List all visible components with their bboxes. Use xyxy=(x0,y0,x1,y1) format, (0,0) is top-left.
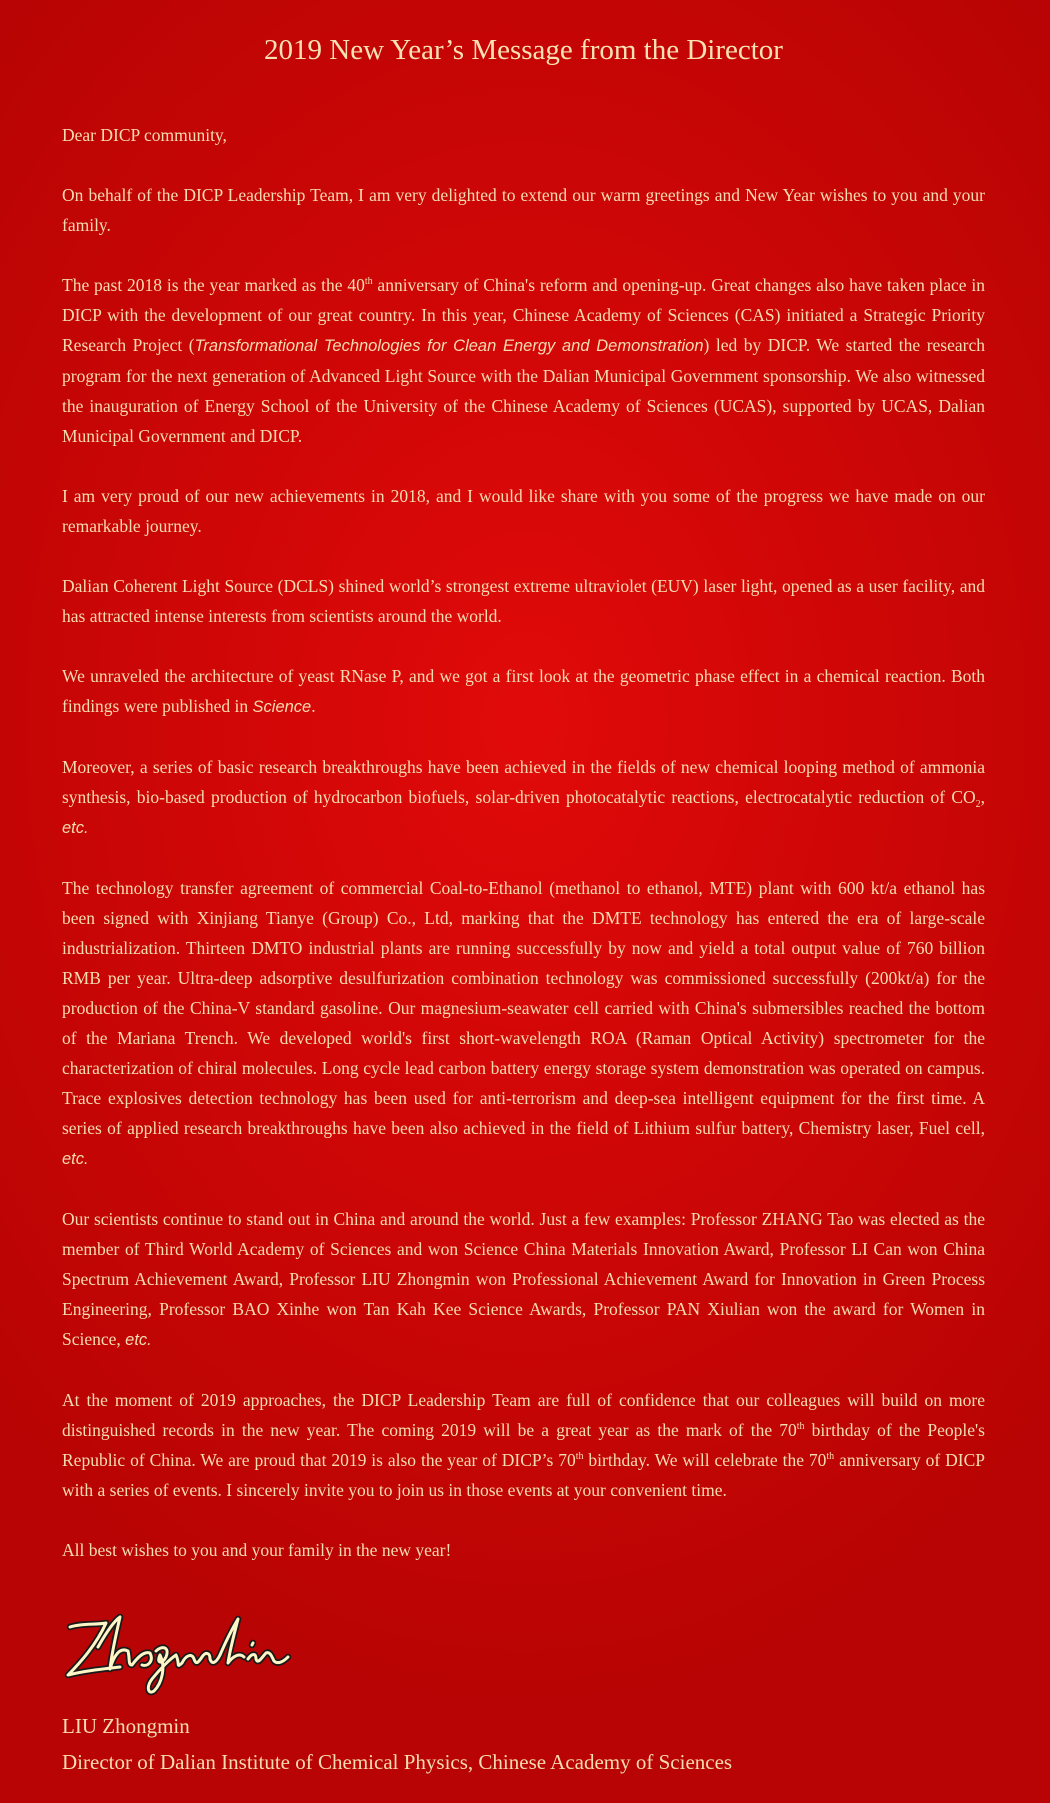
ordinal-suffix: th xyxy=(364,276,373,287)
paragraph-2-text-a: The past 2018 is the year marked as the 40 xyxy=(62,275,365,295)
paragraph-8 xyxy=(62,1204,985,1355)
paragraph-2-text-c: ) led by DICP. We started the research program for the next generation of Advanced Light Source with the Dalian Municipal Government sponsorship. We also witnessed the inauguration of Energy School of the University of the Chinese Academy of Sciences (UCAS), supported by UCAS, Dalian Municipal Government and DICP. xyxy=(62,335,985,446)
paragraph-9-text-c: birthday. We will celebrate the 70 xyxy=(583,1450,827,1470)
paragraph-5-text-a: We unraveled the architecture of yeast RNase P, and we got a first look at the geometric phase effect in a chemical reaction. Both findings were published in xyxy=(62,666,985,716)
paragraph-9-text-d: anniversary of DICP with a series of events. I sincerely invite you to join us in those events at your convenient time. xyxy=(62,1450,985,1500)
paragraph-2-text-b: anniversary of China's reform and opening-up. Great changes also have taken place in DICP with the development of our great country. In this year, Chinese Academy of Sciences (CAS) initiated a Strategic Priority Research Project ( xyxy=(62,275,985,355)
page-title: 2019 New Year’s Message from the Director xyxy=(264,34,783,66)
paragraph-5 xyxy=(62,661,985,722)
paragraph-1 xyxy=(62,180,985,240)
paragraph-7 xyxy=(62,873,985,1174)
project-title: Transformational Technologies for Clean Energy and Demonstration xyxy=(194,337,704,355)
paragraph-4 xyxy=(62,571,985,631)
ordinal-suffix: th xyxy=(826,1451,835,1462)
etc-italic: etc. xyxy=(62,819,89,837)
handwritten-signature xyxy=(62,1607,292,1697)
paragraph-7-text-a: The technology transfer agreement of commercial Coal-to-Ethanol (methanol to ethanol, MTE) plant with 600 kt/a ethanol has been signed with Xinjiang Tianye (Group) Co., Ltd, marking that the DMTE technology has entered the era of large-scale industrialization. Thirteen DMTO industrial plants are running successfully by now and yield a total output value of 760 billion RMB per year. Ultra-deep adsorptive desulfurization combination technology was commissioned successfully (200kt/a) for the production of the China-V standard gasoline. Our magnesium-seawater cell carried with China's submersibles reached the bottom of the Mariana Trench. We developed world's first short-wavelength ROA (Raman Optical Activity) spectrometer for the characterization of chiral molecules. Long cycle lead carbon battery energy storage system demonstration was operated on campus. Trace explosives detection technology has been used for anti-terrorism and deep-sea intelligent equipment for the first time. A series of applied research breakthroughs have been also achieved in the field of Lithium sulfur battery, Chemistry laser, Fuel cell, xyxy=(62,878,985,1138)
paragraph-9-text-a: At the moment of 2019 approaches, the DICP Leadership Team are full of confidence that our colleagues will build on more distinguished records in the new year. The coming 2019 will be a great year as the mark of the 70 xyxy=(62,1390,985,1440)
signatory-name: LIU Zhongmin xyxy=(62,1714,190,1738)
paragraph-3 xyxy=(62,481,985,541)
journal-name: Science xyxy=(252,698,312,716)
paragraph-6 xyxy=(62,752,985,843)
paragraph-9 xyxy=(62,1385,985,1505)
ordinal-suffix: th xyxy=(575,1451,584,1462)
paragraph-4-text: Dalian Coherent Light Source (DCLS) shined world’s strongest extreme ultraviolet (EUV) laser light, opened as a user facility, and has attracted intense interests from scientists around the world. xyxy=(62,576,985,626)
greeting: Dear DICP community, xyxy=(62,125,227,145)
paragraph-6-text-b: , xyxy=(980,787,985,807)
closing-line: All best wishes to you and your family in the new year! xyxy=(62,1540,452,1560)
signatory-title: Director of Dalian Institute of Chemical Physics, Chinese Academy of Sciences xyxy=(62,1750,733,1774)
paragraph-2 xyxy=(62,270,985,451)
paragraph-3-text: I am very proud of our new achievements in 2018, and I would like share with you some of the progress we have made on our remarkable journey. xyxy=(62,486,985,536)
ordinal-suffix: th xyxy=(796,1421,805,1432)
paragraph-1-text: On behalf of the DICP Leadership Team, I am very delighted to extend our warm greetings and New Year wishes to you and your family. xyxy=(62,185,985,235)
etc-italic: etc. xyxy=(125,1331,152,1349)
etc-italic: etc. xyxy=(62,1150,89,1168)
paragraph-8-text-a: Our scientists continue to stand out in China and around the world. Just a few examples: Professor ZHANG Tao was elected as the member of Third World Academy of Sciences and won Science China Materials Innovation Award, Professor LI Can won China Spectrum Achievement Award, Professor LIU Zhongmin won Professional Achievement Award for Innovation in Green Process Engineering, Professor BAO Xinhe won Tan Kah Kee Science Awards, Professor PAN Xiulian won the award for Women in Science, xyxy=(62,1209,985,1349)
subscript-2: 2 xyxy=(975,799,981,810)
paragraph-9-text-b: birthday of the People's Republic of China. We are proud that 2019 is also the year of DICP’s 70 xyxy=(62,1420,985,1470)
paragraph-5-text-b: . xyxy=(311,696,316,716)
paragraph-6-text-a: Moreover, a series of basic research breakthroughs have been achieved in the fields of new chemical looping method of ammonia synthesis, bio-based production of hydrocarbon biofuels, solar-driven photocatalytic reactions, electrocatalytic reduction of CO xyxy=(62,757,985,807)
